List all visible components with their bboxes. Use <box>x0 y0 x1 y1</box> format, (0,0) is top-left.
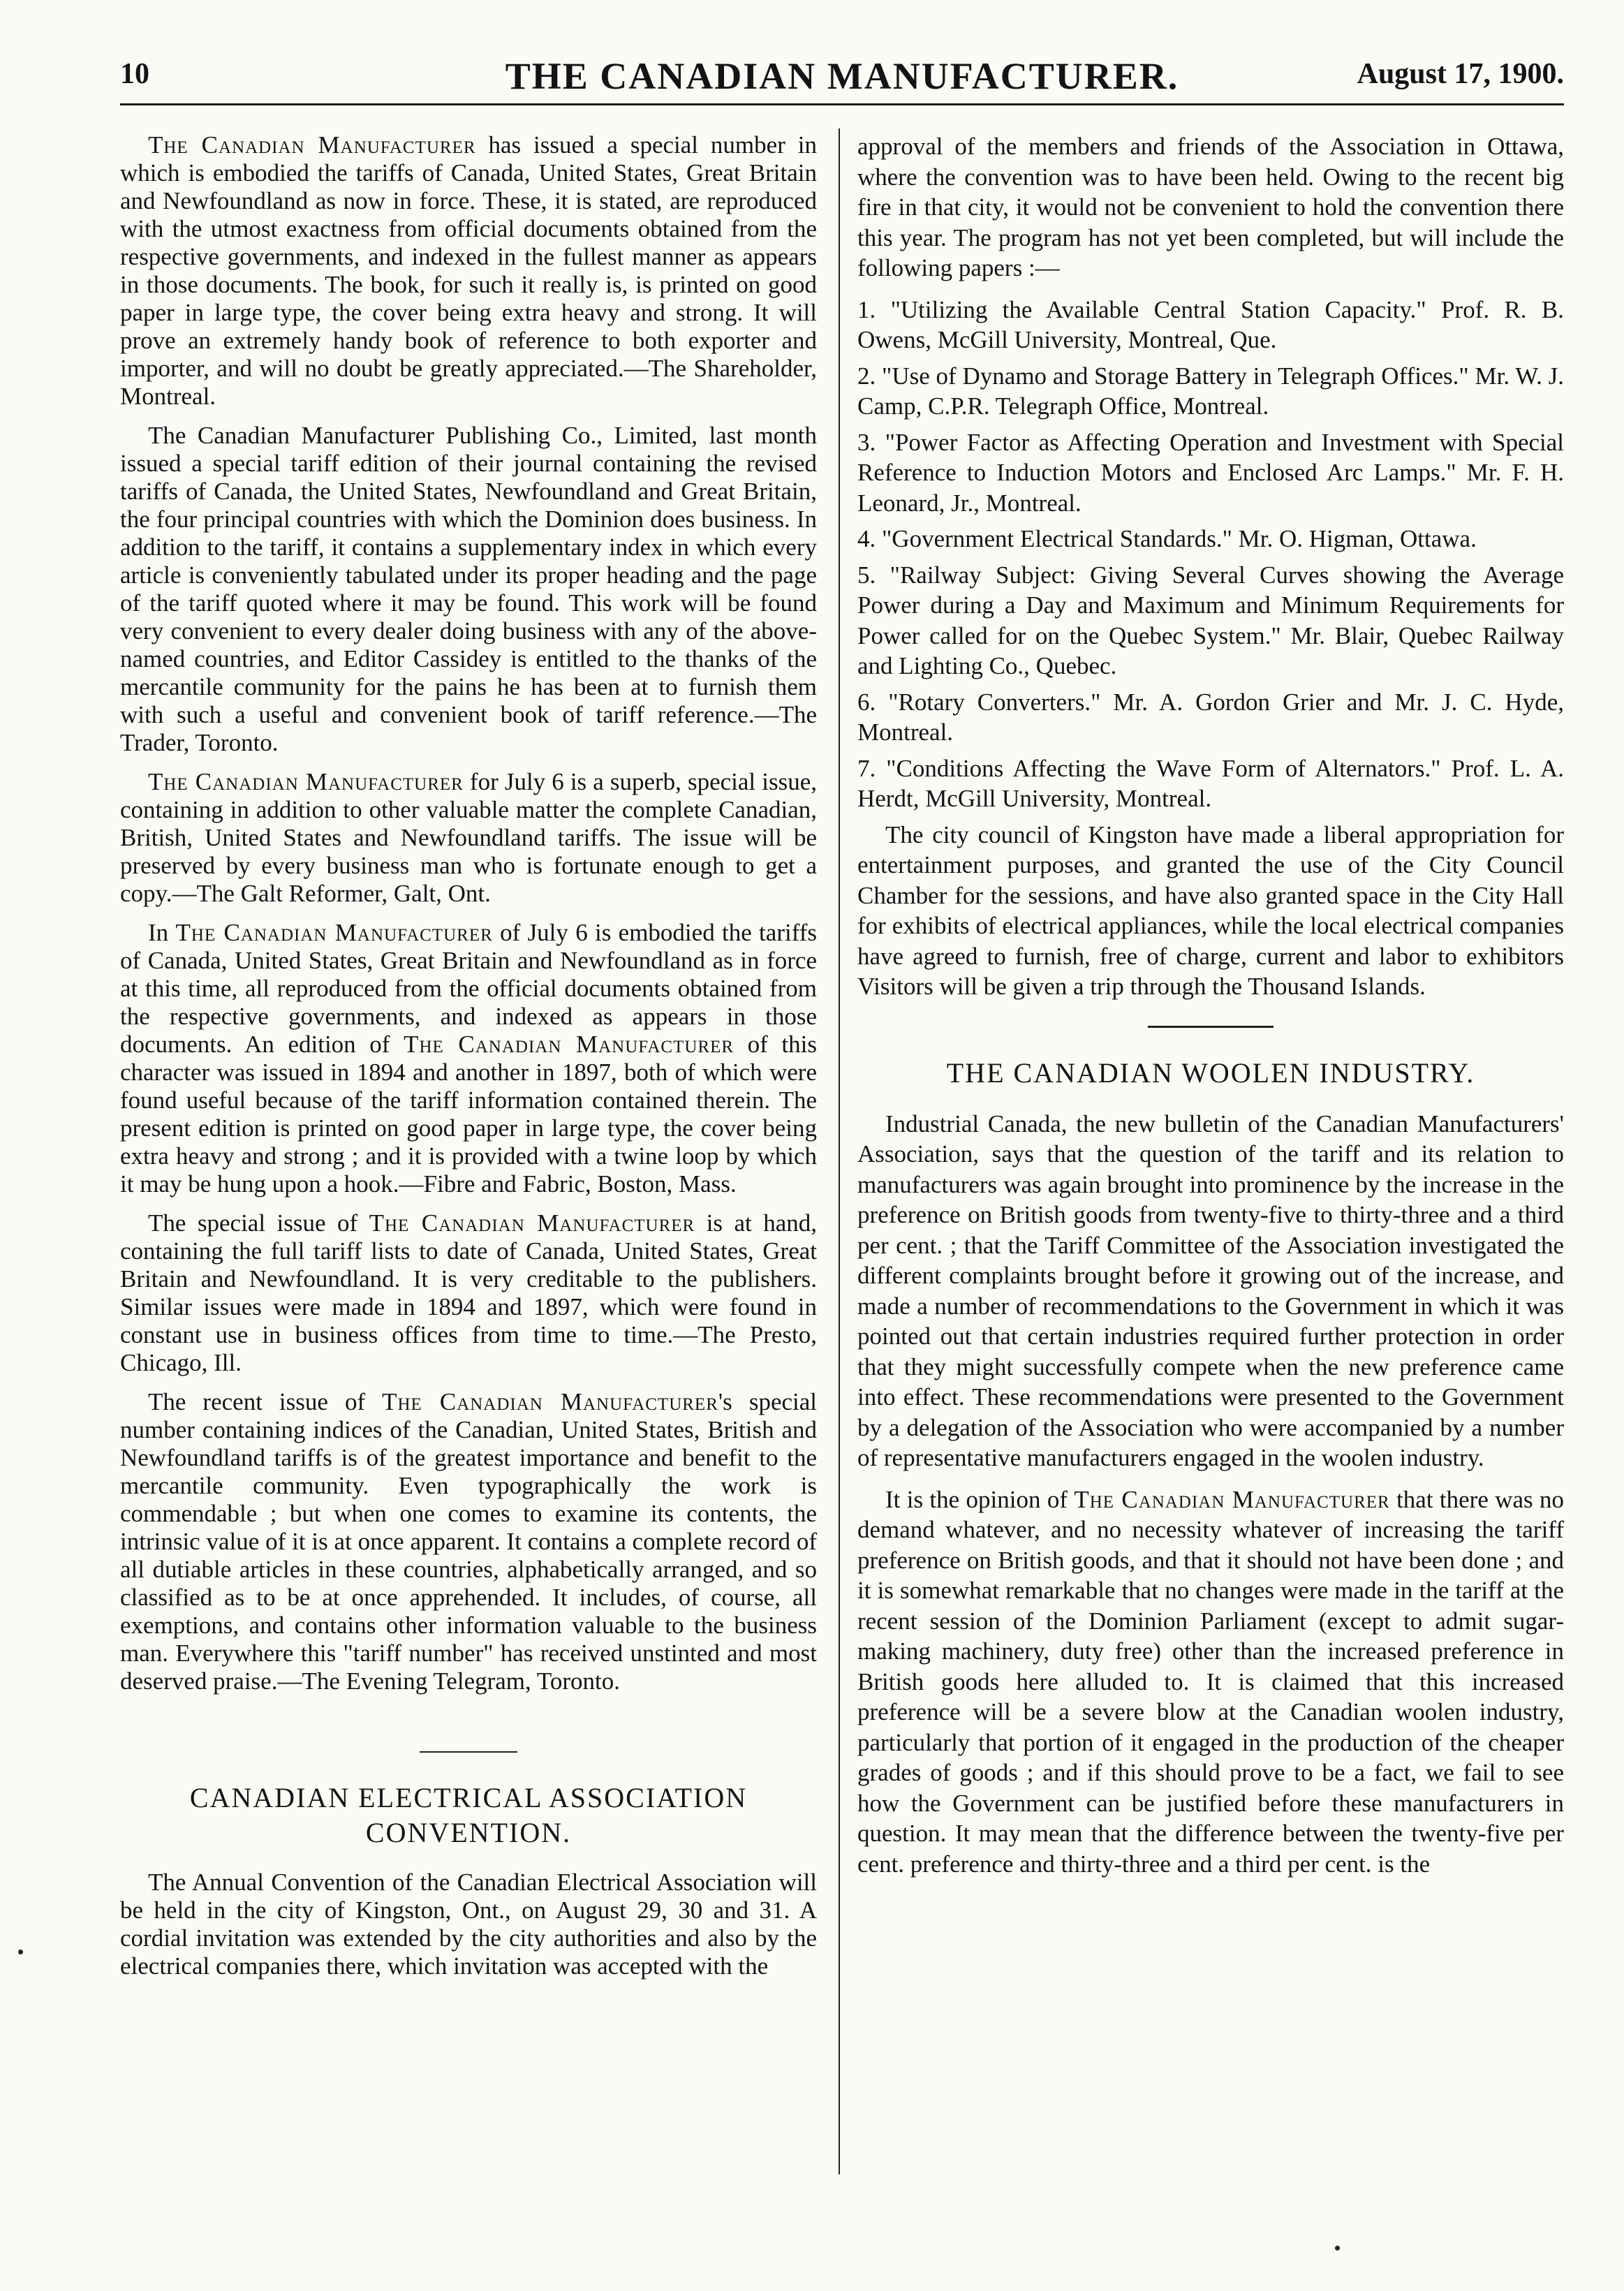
list-item: 3. "Power Factor as Affecting Operation and Investment with Special Reference to Induction Motors and Enclosed Arc Lamps." Mr. F. H. Leonard, Jr., Montreal. <box>857 428 1564 517</box>
publication-name: The Canadian Manufacturer <box>148 131 476 159</box>
article-paragraph: In The Canadian Manufacturer of July 6 is embodied the tariffs of Canada, United States, Great Britain and Newfoundland as in force at this time, all reproduced from the official documents obtained from the respective governments, and indexed as appears in those documents. An edition of The Canadian Manufacturer of this character was issued in 1894 and another in 1897, both of which were found useful because of the tariff information contained therein. The present edition is printed on good paper in large type, the cover being extra heavy and strong ; and it is provided with a twine loop by which it may be hung upon a hook.—Fibre and Fabric, Boston, Mass. <box>120 919 817 1198</box>
section-rule <box>1148 1026 1274 1028</box>
article-headline: CANADIAN ELECTRICAL ASSOCIATION CONVENTION. <box>189 1782 748 1848</box>
article-paragraph: The recent issue of The Canadian Manufacturer's special number containing indices of the Canadian, United States, British and Newfoundland tariffs is of the greatest importance and benefit to the mercantile community. Even typographically the work is commendable ; but when one comes to examine its contents, the intrinsic value of it is at once apparent. It contains a complete record of all dutiable articles in these countries, alphabetically arranged, and so classified as to be at once apprehended. It includes, of course, all exemptions, and contains other information valuable to the business man. Everywhere this "tariff number" has received unstinted and most deserved praise.—The Evening Telegram, Toronto. <box>120 1388 817 1695</box>
article-paragraph: Industrial Canada, the new bulletin of the Canadian Manufacturers' Association, says that the question of the tariff and its relation to manufacturers was again brought into prominence by the increase in the preference on British goods from twenty-five to thirty-three and a third per cent. ; that the Tariff Committee of the Association investigated the different complaints brought before it growing out of the increase, and made a number of recommendations to the Government in which it was pointed out that certain industries required further protection in order that they might successfully compete when the new preference came into effect. These recommendations were presented to the Government by a delegation of the Association who were accompanied by a number of representative manufacturers engaged in the woolen industry. <box>857 1110 1564 1471</box>
article-paragraph: The special issue of The Canadian Manufacturer is at hand, containing the full tariff lists to date of Canada, United States, Great Britain and Newfoundland. It is very creditable to the publishers. Similar issues were made in 1894 and 1897, which were found in constant use in business offices from time to time.—The Presto, Chicago, Ill. <box>120 1209 818 1376</box>
article-paragraph: The Canadian Manufacturer for July 6 is a superb, special issue, containing in addition to other valuable matter the complete Canadian, British, United States and Newfoundland tariffs. The issue will be preserved by every business man who is fortunate enough to get a copy.—The Galt Reformer, Galt, Ont. <box>120 768 817 907</box>
publication-name: The Canadian Manufacturer <box>369 1209 695 1237</box>
publication-name: The Canadian Manufacturer <box>148 768 464 795</box>
article-paragraph: The Annual Convention of the Canadian Electrical Association will be held in the city of Kingston, Ont., on August 29, 30 and 31. A cordial invitation was extended by the city authorities and also by the electrical companies there, which invitation was accepted with the <box>120 1869 817 1980</box>
issue-date: August 17, 1900. <box>1357 58 1564 90</box>
right-column <box>857 131 1564 1890</box>
print-speck <box>1335 2246 1340 2251</box>
article-paragraph: The Canadian Manufacturer has issued a special number in which is embodied the tariffs of Canada, United States, Great Britain and Newfoundland as now in force. These, it is stated, are reproduced with the utmost exactness from official documents obtained from the respective governments, and indexed in the fullest manner as appears in those documents. The book, for such it really is, is printed on good paper in large type, the cover being extra heavy and strong. It will prove an extremely handy book of reference to both exporter and importer, and will no doubt be greatly appreciated.—The Shareholder, Montreal. <box>120 131 817 410</box>
article-paragraph: The Canadian Manufacturer Publishing Co., Limited, last month issued a special tariff edition of their journal containing the revised tariffs of Canada, the United States, Newfoundland and Great Britain, the four principal countries with which the Dominion does business. In addition to the tariff, it contains a supplementary index in which every article is conveniently tabulated under its proper heading and the page of the tariff quoted where it may be found. This work will be found very convenient to every dealer doing business with any of the above-named countries, and Editor Cassidey is entitled to the thanks of the mercantile community for the pains he has been at to furnish them with such a useful and convenient book of tariff reference.—The Trader, Toronto. <box>120 422 817 756</box>
list-item: 5. "Railway Subject: Giving Several Curves showing the Average Power during a Day and Maximum and Minimum Requirements for Power called for on the Quebec System." Mr. Blair, Quebec Railway and Lighting Co., Quebec. <box>857 561 1564 679</box>
list-item: 6. "Rotary Converters." Mr. A. Gordon Grier and Mr. J. C. Hyde, Montreal. <box>857 688 1564 746</box>
papers-list <box>857 295 1564 814</box>
newspaper-title: THE CANADIAN MANUFACTURER. <box>505 55 1179 97</box>
page-header <box>120 54 1564 105</box>
publication-name: The Canadian Manufacturer <box>382 1388 718 1415</box>
list-item: 7. "Conditions Affecting the Wave Form of Alternators." Prof. L. A. Herdt, McGill University, Montreal. <box>857 754 1564 812</box>
publication-name: The Canadian Manufacturer <box>404 1031 735 1058</box>
print-speck <box>18 1950 23 1954</box>
publication-name: The Canadian Manufacturer <box>175 919 493 946</box>
article-paragraph: It is the opinion of The Canadian Manufacturer that there was no demand whatever, and no necessity whatever of increasing the tariff preference on British goods, and that it should not have been done ; and it is somewhat remarkable that no changes were made in the tariff at the recent session of the Dominion Parliament (except to admit sugar-making machinery, duty free) other than the increased preference in British goods here alluded to. It is claimed that this increased preference will be a severe blow at the Canadian woolen industry, particularly that portion of it engaged in the production of the cheaper grades of goods ; and if this should prove to be a fact, we fail to see how the Government can be justified before these manufacturers in question. It may mean that the difference between the twenty-five per cent. preference and thirty-three and a third per cent. is the <box>857 1485 1564 1878</box>
list-item: 1. "Utilizing the Available Central Station Capacity." Prof. R. B. Owens, McGill University, Montreal, Que. <box>857 295 1564 353</box>
list-item: 4. "Government Electrical Standards." Mr. O. Higman, Ottawa. <box>857 525 1477 552</box>
list-item: 2. "Use of Dynamo and Storage Battery in Telegraph Offices." Mr. W. J. Camp, C.P.R. Telegraph Office, Montreal. <box>857 362 1564 420</box>
article-paragraph: The city council of Kingston have made a liberal appropriation for entertainment purposes, and granted the use of the City Council Chamber for the sessions, and have also granted space in the City Hall for exhibits of electrical appliances, while the local electrical companies have agreed to furnish, free of charge, current and labor to exhibitors Visitors will be given a trip through the Thousand Islands. <box>857 820 1564 1000</box>
section-rule <box>420 1751 517 1753</box>
article-paragraph: approval of the members and friends of the Association in Ottawa, where the convention was to have been held. Owing to the recent big fire in that city, it would not be convenient to hold the convention there this year. The program has not yet been completed, but will include the following papers :— <box>857 133 1564 281</box>
left-column <box>120 131 817 1991</box>
column-divider <box>839 128 840 2174</box>
article-headline: THE CANADIAN WOOLEN INDUSTRY. <box>946 1056 1475 1089</box>
publication-name: The Canadian Manufacturer <box>1074 1485 1390 1513</box>
page-number: 10 <box>120 58 149 90</box>
